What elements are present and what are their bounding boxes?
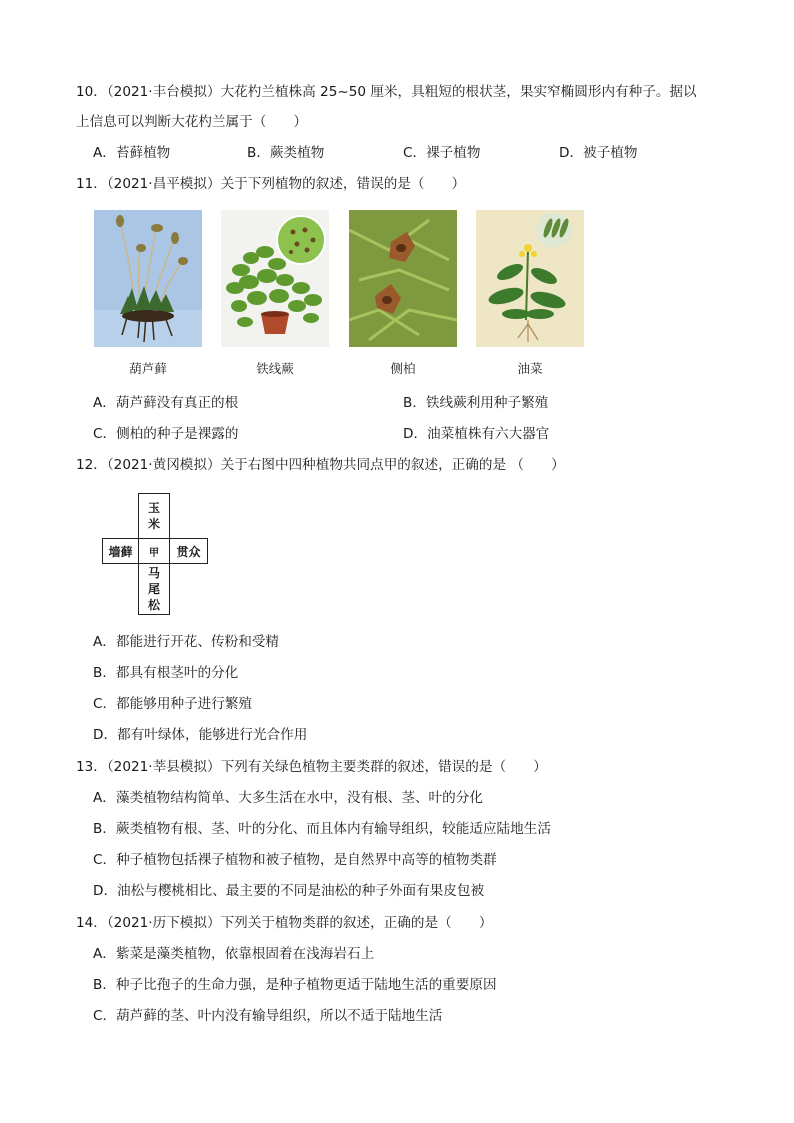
caption-fern: 铁线蕨 xyxy=(256,361,294,376)
q14-stem: 14．（2021·历下模拟）下列关于植物类群的叙述，正确的是（ ） xyxy=(76,915,493,931)
q12-stem: 12．（2021·黄冈模拟）关于右图中四种植物共同点甲的叙述，正确的是 （ ） xyxy=(76,457,565,473)
q14-option-c: C．葫芦藓的茎、叶内没有输导组织，所以不适于陆地生活 xyxy=(93,1008,443,1024)
q11-stem: 11．（2021·昌平模拟）关于下列植物的叙述，错误的是（ ） xyxy=(76,176,466,192)
q13-option-c: C．种子植物包括裸子植物和被子植物，是自然界中高等的植物类群 xyxy=(93,852,497,868)
q10-option-c: C．裸子植物 xyxy=(403,145,481,161)
diagram-cell-center: 甲 xyxy=(138,538,170,564)
rape-plant-image xyxy=(476,210,584,347)
q13-option-b: B．蕨类植物有根、茎、叶的分化、而且体内有输导组织，较能适应陆地生活 xyxy=(93,821,551,837)
caption-rape: 油菜 xyxy=(517,361,543,376)
arborvitae-plant-image xyxy=(349,210,457,347)
moss-plant-image xyxy=(94,210,202,347)
diagram-cell-left: 墙藓 xyxy=(102,538,139,564)
q11-option-c: C．侧柏的种子是裸露的 xyxy=(93,426,239,442)
q11-option-b: B．铁线蕨利用种子繁殖 xyxy=(403,395,549,411)
diagram-cell-top: 玉米 xyxy=(138,493,170,539)
q11-option-d: D．油菜植株有六大器官 xyxy=(403,426,550,442)
q12-option-c: C．都能够用种子进行繁殖 xyxy=(93,696,253,712)
diagram-cell-right: 贯众 xyxy=(169,538,208,564)
q10-stem-line2: 上信息可以判断大花杓兰属于（ ） xyxy=(76,114,308,130)
q10-stem-line1: 10．（2021·丰台模拟）大花杓兰植株高 25~50 厘米，具粗短的根状茎，果实窄椭圆形内有种子。据以 xyxy=(76,84,697,100)
q12-option-a: A．都能进行开花、传粉和受精 xyxy=(93,634,280,650)
q13-stem: 13．（2021·莘县模拟）下列有关绿色植物主要类群的叙述，错误的是（ ） xyxy=(76,759,547,775)
q14-option-a: A．紫菜是藻类植物，依靠根固着在浅海岩石上 xyxy=(93,946,375,962)
q13-option-d: D．油松与樱桃相比、最主要的不同是油松的种子外面有果皮包被 xyxy=(93,883,485,899)
caption-arborvitae: 侧柏 xyxy=(390,361,416,376)
q14-option-b: B．种子比孢子的生命力强，是种子植物更适于陆地生活的重要原因 xyxy=(93,977,497,993)
diagram-cell-bottom: 马尾松 xyxy=(138,563,170,615)
q13-option-a: A．藻类植物结构简单、大多生活在水中，没有根、茎、叶的分化 xyxy=(93,790,483,806)
q11-option-a: A．葫芦藓没有真正的根 xyxy=(93,395,239,411)
q10-option-a: A．苔藓植物 xyxy=(93,145,171,161)
caption-moss: 葫芦藓 xyxy=(129,361,167,376)
fern-plant-image xyxy=(221,210,329,347)
q10-option-b: B．蕨类植物 xyxy=(247,145,325,161)
q10-option-d: D．被子植物 xyxy=(559,145,638,161)
q12-option-b: B．都具有根茎叶的分化 xyxy=(93,665,239,681)
plant-cross-diagram xyxy=(102,493,208,615)
q12-option-d: D．都有叶绿体，能够进行光合作用 xyxy=(93,727,308,743)
